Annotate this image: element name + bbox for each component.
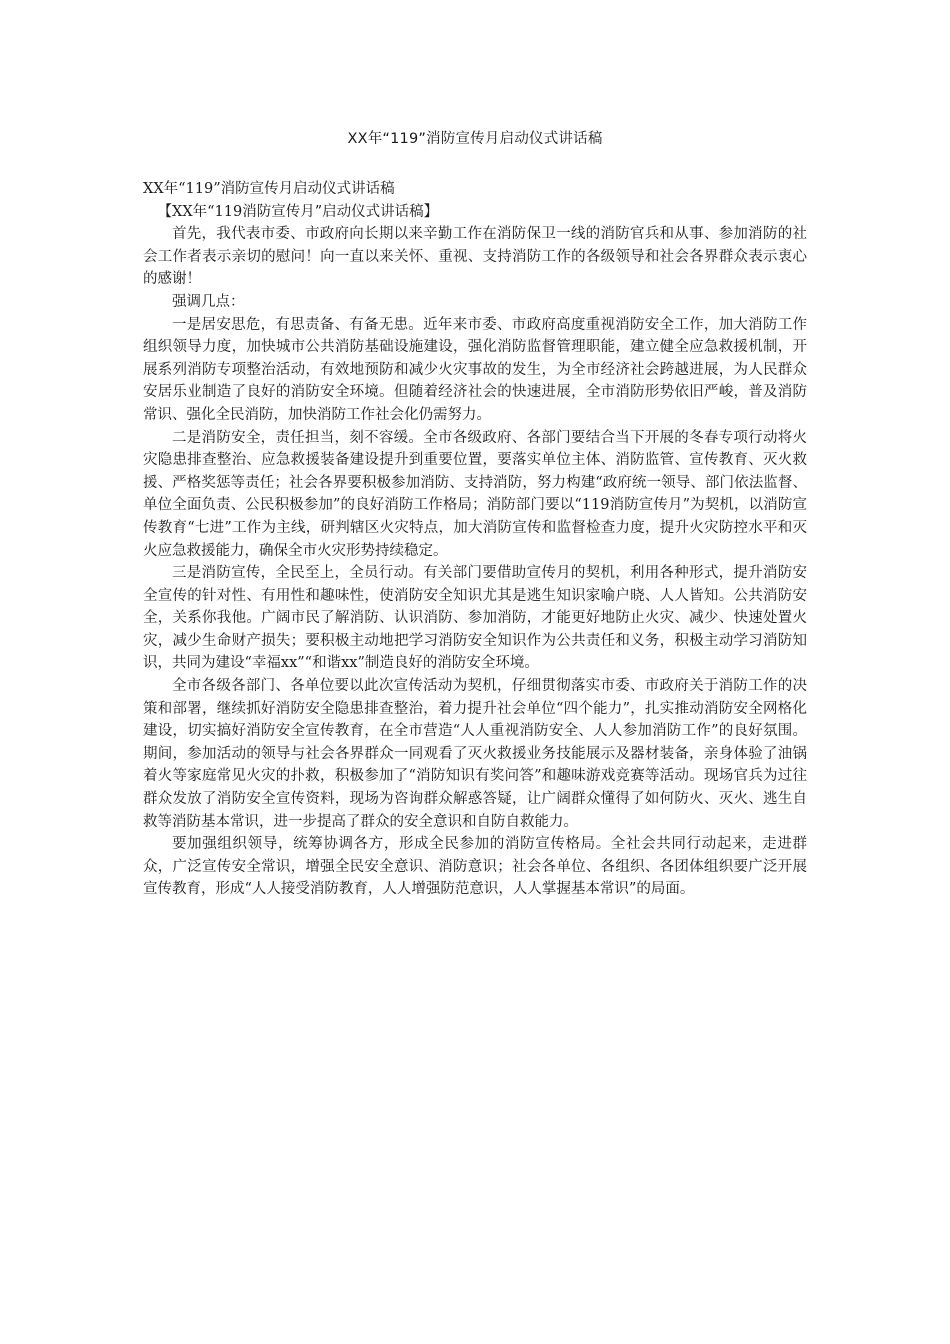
document-body [143, 178, 807, 901]
paragraph-point-one: 一是居安思危，有思责备、有备无患。近年来市委、市政府高度重视消防安全工作，加大消防工作组织领导力度，加快城市公共消防基础设施建设，强化消防监督管理职能，建立健全应急救援机制，开展系列消防专项整治活动，有效地预防和减少火灾事故的发生，为全市经济社会跨越进展，为人民群众安居乐业制造了良好的消防安全环境。但随着经济社会的快速进展，全市消防形势依旧严峻，普及消防常识、强化全民消防，加快消防工作社会化仍需努力。 [143, 316, 807, 423]
paragraph-closing: 要加强组织领导，统筹协调各方，形成全民参加的消防宣传格局。全社会共同行动起来，走进群众，广泛宣传安全常识，增强全民安全意识、消防意识；社会各单位、各组织、各团体组织要广泛开展宣传教育，形成“人人接受消防教育，人人增强防范意识，人人掌握基本常识”的局面。 [143, 836, 807, 898]
paragraph-all-departments: 全市各级各部门、各单位要以此次宣传活动为契机，仔细贯彻落实市委、市政府关于消防工作的决策和部署，继续抓好消防安全隐患排查整治，着力提升社会单位“四个能力”，扎实推动消防安全网格化建设，切实搞好消防安全宣传教育，在全市营造“人人重视消防安全、人人参加消防工作”的良好氛围。期间，参加活动的领导与社会各界群众一同观看了灭火救援业务技能展示及器材装备，亲身体验了油锅着火等家庭常见火灾的扑救，积极参加了“消防知识有奖问答”和趣味游戏竞赛等活动。现场官兵为过往群众发放了消防安全宣传资料，现场为咨询群众解惑答疑，让广阔群众懂得了如何防火、灭火、逃生自救等消防基本常识，进一步提高了群众的安全意识和自防自救能力。 [143, 678, 807, 830]
paragraph-points-intro: 强调几点： [172, 293, 245, 310]
body-heading: XX年“119”消防宣传月启动仪式讲话稿 [143, 181, 395, 197]
paragraph-point-three: 三是消防宣传，全民至上，全员行动。有关部门要借助宣传月的契机，利用各种形式，提升消防安全宣传的针对性、有用性和趣味性，使消防安全知识尤其是逃生知识家喻户晓、人人皆知。公共消防安全，关系你我他。广阔市民了解消防、认识消防、参加消防，才能更好地防止火灾、减少、快速处置火灾，减少生命财产损失；要积极主动地把学习消防安全知识作为公共责任和义务，积极主动学习消防知识，共同为建设“幸福xx”“和谐xx”制造良好的消防安全环境。 [143, 565, 807, 672]
document-title: XX年“119”消防宣传月启动仪式讲话稿 [347, 131, 603, 147]
paragraph-greeting: 首先，我代表市委、市政府向长期以来辛勤工作在消防保卫一线的消防官兵和从事、参加消防的社会工作者表示亲切的慰问！向一直以来关怀、重视、支持消防工作的各级领导和社会各界群众表示衷心的感谢！ [143, 226, 807, 288]
body-subheading: 【XX年“119消防宣传月”启动仪式讲话稿】 [157, 203, 439, 220]
paragraph-point-two: 二是消防安全，责任担当，刻不容缓。全市各级政府、各部门要结合当下开展的冬春专项行动将火灾隐患排查整治、应急救援装备建设提升到重要位置，要落实单位主体、消防监管、宣传教育、灭火救援、严格奖惩等责任；社会各界要积极参加消防、支持消防，努力构建“政府统一领导、部门依法监督、单位全面负责、公民积极参加”的良好消防工作格局；消防部门要以“119消防宣传月”为契机，以消防宣传教育“七进”工作为主线，研判辖区火灾特点，加大消防宣传和监督检查力度，提升火灾防控水平和灭火应急救援能力，确保全市火灾形势持续稳定。 [143, 429, 807, 559]
